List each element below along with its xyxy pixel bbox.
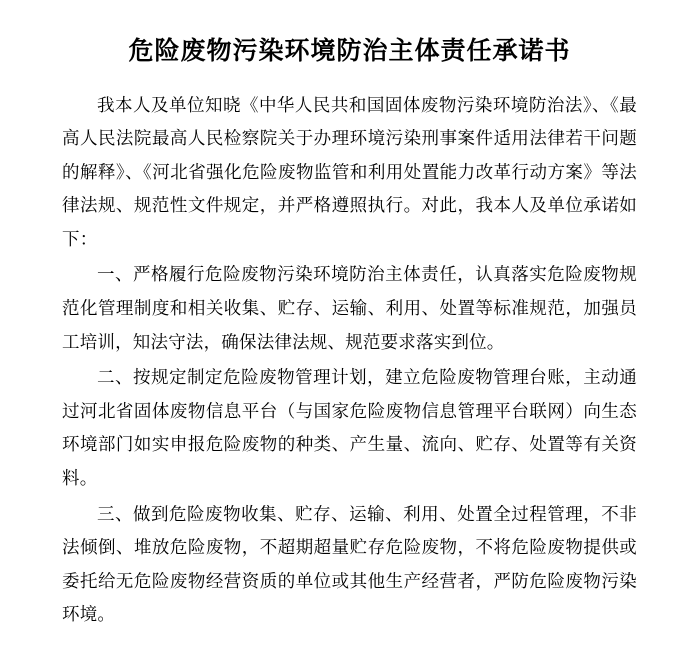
paragraph-item-1: 一、严格履行危险废物污染环境防治主体责任，认真落实危险废物规范化管理制度和相关收集、贮存、运输、利用、处置等标准规范，加强员工培训，知法守法，确保法律法规、规范要求落实到位。 [62, 265, 637, 353]
paragraph-intro: 我本人及单位知晓《中华人民共和国固体废物污染环境防治法》、《最高人民法院最高人民检察院关于办理环境污染刑事案件适用法律若干问题的解释》、《河北省强化危险废物监管和利用处置能力改革行动方案》等法律法规、规范性文件规定，并严格遵照执行。对此，我本人及单位承诺如下： [62, 95, 637, 250]
page-title: 危险废物污染环境防治主体责任承诺书 [128, 36, 571, 65]
paragraph-item-2: 二、按规定制定危险废物管理计划，建立危险废物管理台账，主动通过河北省固体废物信息平台（与国家危险废物信息管理平台联网）向生态环境部门如实申报危险废物的种类、产生量、流向、贮存、处置等有关资料。 [62, 368, 637, 490]
paragraph-item-3: 三、做到危险废物收集、贮存、运输、利用、处置全过程管理，不非法倾倒、堆放危险废物，不超期超量贮存危险废物，不将危险废物提供或委托给无危险废物经营资质的单位或其他生产经营者，严防危险废物污染环境。 [62, 504, 637, 626]
